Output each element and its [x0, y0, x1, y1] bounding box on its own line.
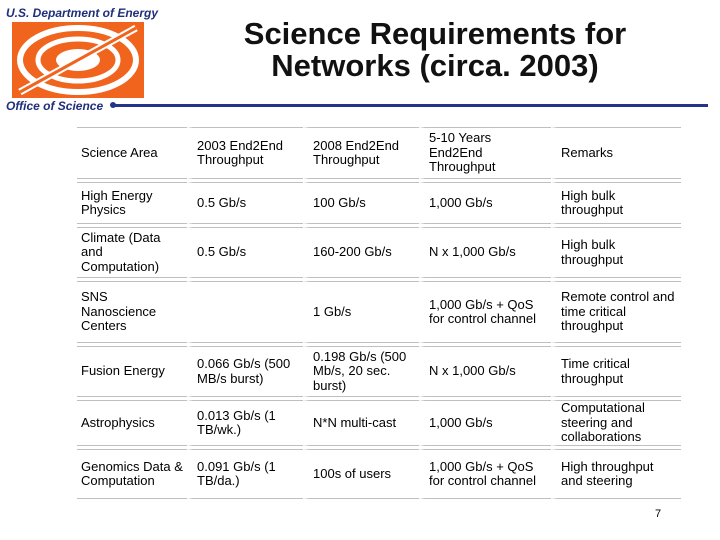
requirements-table: [77, 124, 681, 502]
table-cell: N x 1,000 Gb/s: [419, 227, 551, 278]
table-cell: 1,000 Gb/s + QoS for control channel: [419, 449, 551, 499]
header-cell: Science Area: [77, 127, 187, 179]
table-row: [77, 449, 681, 499]
table-cell: High bulk throughput: [551, 227, 681, 278]
table-cell: 0.066 Gb/s (500 MB/s burst): [187, 346, 303, 397]
table-cell: N*N multi-cast: [303, 400, 419, 446]
table-cell: 0.5 Gb/s: [187, 182, 303, 224]
header-cell: 2008 End2End Throughput: [303, 127, 419, 179]
table-cell: 100s of users: [303, 449, 419, 499]
table-cell: Genomics Data & Computation: [77, 449, 187, 499]
table-cell: Climate (Data and Computation): [77, 227, 187, 278]
table-cell: 1,000 Gb/s: [419, 182, 551, 224]
table-cell: 100 Gb/s: [303, 182, 419, 224]
table-cell: 1 Gb/s: [303, 281, 419, 343]
table-cell: Computational steering and collaborations: [551, 400, 681, 446]
table-row: [77, 400, 681, 446]
table-cell: N x 1,000 Gb/s: [419, 346, 551, 397]
page-title: [190, 18, 680, 82]
header-cell: Remarks: [551, 127, 681, 179]
table-row: [77, 346, 681, 397]
table-cell: 0.013 Gb/s (1 TB/wk.): [187, 400, 303, 446]
org-name: U.S. Department of Energy: [6, 6, 159, 20]
table-cell: 1,000 Gb/s + QoS for control channel: [419, 281, 551, 343]
header-rule: [112, 104, 708, 107]
table-cell: 160-200 Gb/s: [303, 227, 419, 278]
doe-logo-icon: [12, 22, 144, 98]
table-row: [77, 182, 681, 224]
office-label: Office of Science: [6, 99, 104, 113]
table-cell: 0.091 Gb/s (1 TB/da.): [187, 449, 303, 499]
table-cell: 0.198 Gb/s (500 Mb/s, 20 sec. burst): [303, 346, 419, 397]
table-row: [77, 281, 681, 343]
title-line-1: Science Requirements for: [243, 16, 627, 51]
page-number: 7: [655, 508, 662, 520]
table-cell: SNS Nanoscience Centers: [77, 281, 187, 343]
table-cell: Time critical throughput: [551, 346, 681, 397]
table-cell: 0.5 Gb/s: [187, 227, 303, 278]
table-cell: High Energy Physics: [77, 182, 187, 224]
table-row: [77, 227, 681, 278]
title-line-2: Networks (circa. 2003): [271, 48, 599, 83]
table-cell: High throughput and steering: [551, 449, 681, 499]
header-cell: 2003 End2End Throughput: [187, 127, 303, 179]
table-cell: 1,000 Gb/s: [419, 400, 551, 446]
table-cell: Fusion Energy: [77, 346, 187, 397]
table-cell: Astrophysics: [77, 400, 187, 446]
header-cell: 5-10 Years End2End Throughput: [419, 127, 551, 179]
table-header-row: [77, 127, 681, 179]
table-cell: High bulk throughput: [551, 182, 681, 224]
table-cell: [187, 281, 303, 343]
table-cell: Remote control and time critical throughput: [551, 281, 681, 343]
